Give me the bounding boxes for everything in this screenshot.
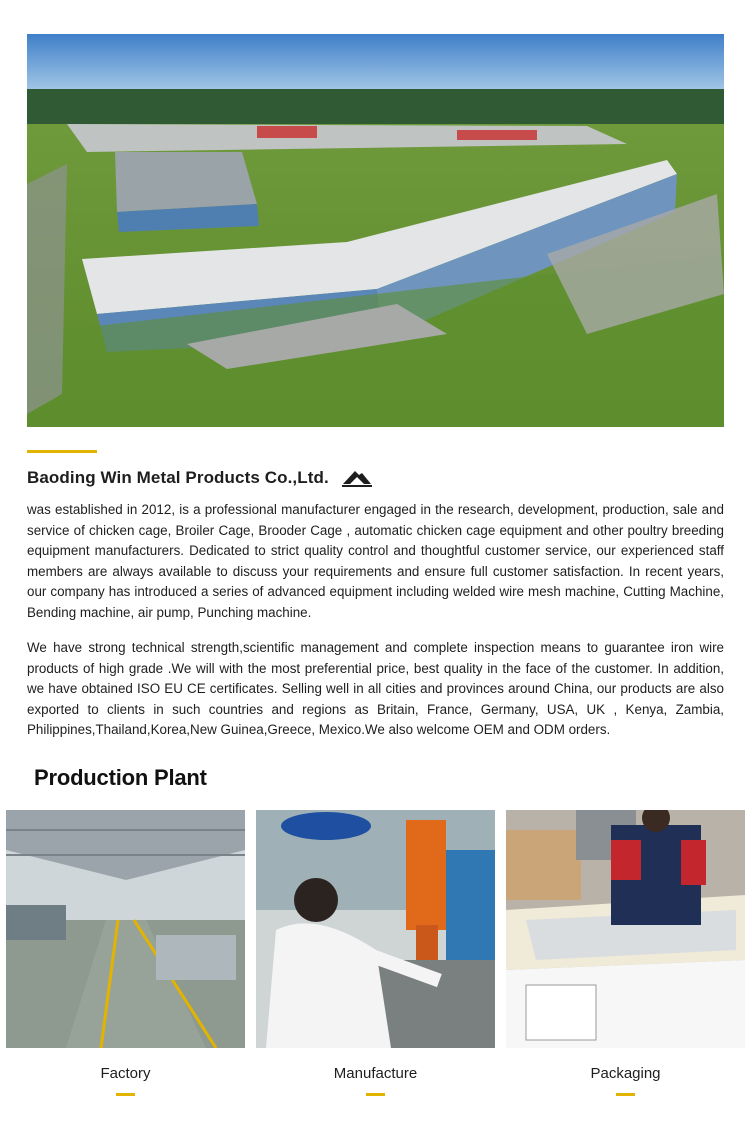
company-header [27, 466, 373, 490]
plant-card-factory [6, 810, 245, 1082]
factory-interior-photo [6, 810, 245, 1048]
plant-label-packaging: Packaging [590, 1065, 661, 1082]
plant-underline [366, 1093, 385, 1096]
accent-divider [27, 450, 97, 453]
plant-underline [116, 1093, 135, 1096]
plant-card-packaging [506, 810, 745, 1082]
packaging-worker-photo [506, 810, 745, 1048]
mountain-logo-icon [341, 468, 373, 488]
plant-card-manufacture [256, 810, 495, 1082]
aerial-factory-photo [27, 34, 724, 427]
about-paragraph-2: We have strong technical strength,scientific management and complete inspection means to guarantee iron wire products of high grade .We will with the most preferential price, best quality in the face of the customer. In addition, we have obtained ISO EU CE certificates. Selling well in all cities and provinces around China, our products are also exported to clients in such countries and regions as Britain, France, Germany, USA, UK , Kenya, Zambia, Philippines,Thailand,Korea,New Guinea,Greece, Mexico.We also welcome OEM and ODM orders. [27, 640, 724, 738]
about-paragraph-1: was established in 2012, is a professional manufacturer engaged in the research, development, production, sale and service of chicken cage, Broiler Cage, Brooder Cage , automatic chicken cage equipment and other poultry breeding equipment manufacturers. Dedicated to strict quality control and thoughtful customer service, our experienced staff members are always available to discuss your requirements and ensure full customer satisfaction. In recent years, our company has introduced a series of advanced equipment including welded wire mesh machine, Cutting Machine, Bending machine, air pump, Punching machine. [27, 502, 724, 620]
production-plant-title: Production Plant [34, 765, 207, 790]
plant-label-manufacture: Manufacture [333, 1065, 418, 1082]
welding-worker-photo [256, 810, 495, 1048]
plant-underline [616, 1093, 635, 1096]
company-name: Baoding Win Metal Products Co.,Ltd. [27, 468, 329, 487]
plant-label-factory: Factory [100, 1065, 151, 1082]
